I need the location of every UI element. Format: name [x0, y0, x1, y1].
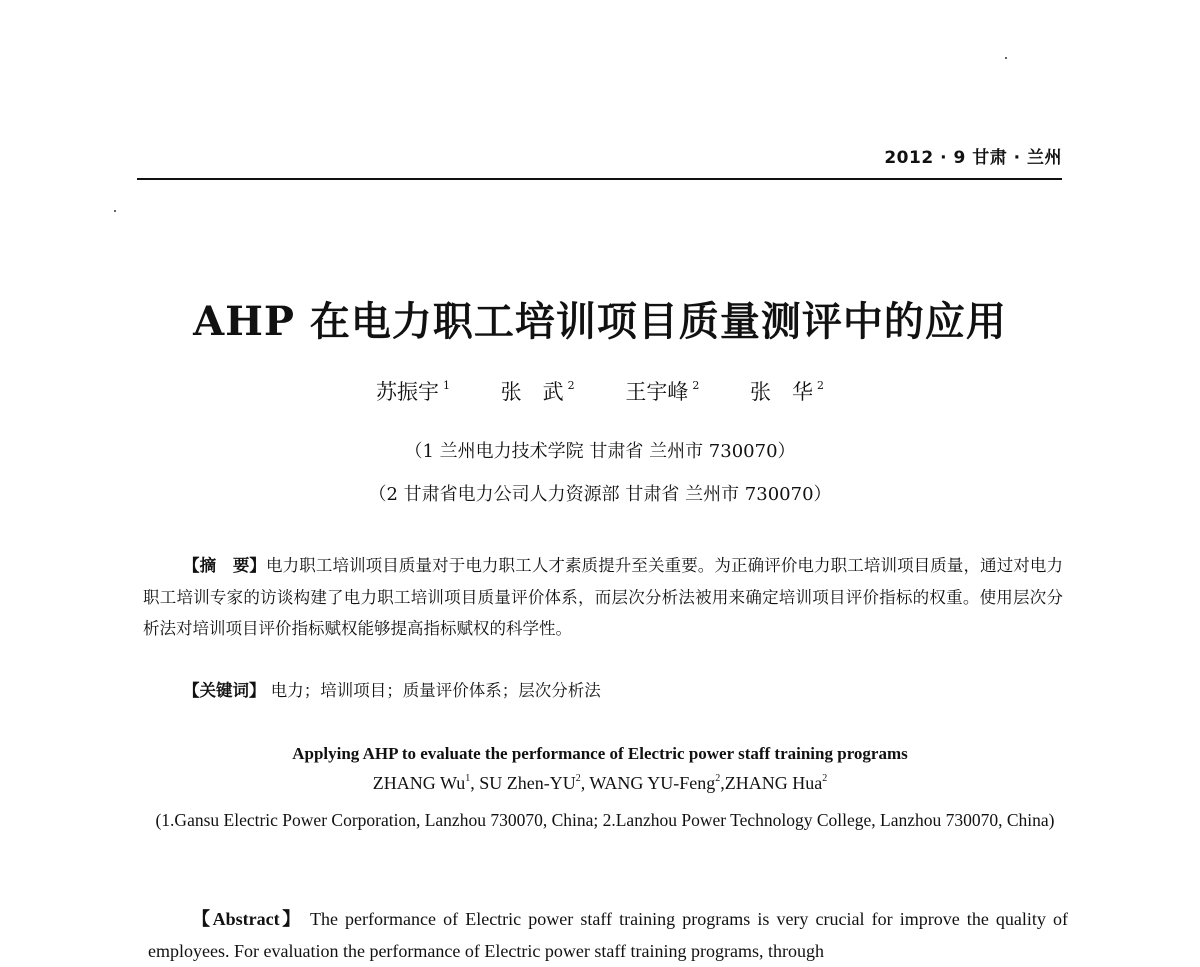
- keywords-cn-text: 电力；培训项目；质量评价体系；层次分析法: [270, 681, 601, 700]
- author-separator: ,: [580, 773, 590, 793]
- abstract-cn-text: 电力职工培训项目质量对于电力职工人才素质提升至关重要。为正确评价电力职工培训项目质量，通过对电力职工培训专家的访谈构建了电力职工培训项目质量评价体系，而层次分析法被用来确定培训项目评价指标的权重。使用层次分析法对培训项目评价指标赋权能够提高指标赋权的科学性。: [143, 556, 1064, 638]
- journal-date-location: 2012 · 9 甘肃 · 兰州: [884, 148, 1062, 168]
- english-author-affil-mark: 2: [575, 773, 581, 784]
- affiliation-1: （1 兰州电力技术学院 甘肃省 兰州市 730070）: [404, 441, 796, 462]
- english-abstract-label: 【Abstract】: [192, 909, 303, 929]
- author-name: 王宇峰: [625, 380, 689, 404]
- author-separator: ,: [470, 773, 480, 793]
- author-affil-mark: 1: [442, 379, 450, 392]
- author-affil-mark: 2: [567, 379, 575, 392]
- author-affil-mark: 2: [817, 379, 825, 392]
- author-affil-mark: 2: [692, 379, 700, 392]
- english-author-list: [0, 773, 1200, 794]
- english-affiliation: (1.Gansu Electric Power Corporation, Lanzhou 730070, China; 2.Lanzhou Power Technology College, Lanzhou 730070, China): [155, 810, 1055, 830]
- keywords-cn-label: 【关键词】: [183, 681, 266, 700]
- english-author-affil-mark: 2: [715, 773, 721, 784]
- paper-title: AHP 在电力职工培训项目质量测评中的应用: [193, 298, 1007, 345]
- author-name: 苏振宇: [375, 380, 439, 404]
- english-author-name: ZHANG Hua: [724, 773, 823, 793]
- author-name: 张 华: [750, 380, 814, 404]
- english-author-affil-mark: 1: [465, 773, 471, 784]
- author-separator: ,: [720, 773, 725, 793]
- english-author-affil-mark: 2: [822, 773, 828, 784]
- author: [501, 376, 575, 406]
- author: [625, 376, 699, 406]
- english-abstract-text: The performance of Electric power staff training programs is very crucial for improve the quality of employees. For evaluation the performance of Electric power staff training programs, through: [148, 909, 1069, 961]
- english-author-name: ZHANG Wu: [372, 773, 466, 793]
- author-name: 张 武: [500, 380, 564, 404]
- affiliation-2: （2 甘肃省电力公司人力资源部 甘肃省 兰州市 730070）: [368, 484, 832, 505]
- abstract-cn-label-close: 要】: [232, 556, 267, 575]
- english-title: Applying AHP to evaluate the performance of Electric power staff training programs: [292, 744, 908, 763]
- english-abstract: [148, 903, 1068, 967]
- author: [376, 376, 450, 406]
- author-list: [0, 376, 1200, 406]
- abstract-cn: [143, 550, 1063, 645]
- scan-speck: [114, 210, 116, 212]
- abstract-cn-label-open: 【摘: [183, 556, 217, 575]
- author: [750, 376, 824, 406]
- english-author-name: WANG YU-Feng: [589, 773, 716, 793]
- scan-speck: [1005, 57, 1007, 59]
- header-rule: [137, 178, 1062, 180]
- keywords-cn: [183, 677, 601, 701]
- english-author-name: SU Zhen-YU: [479, 773, 576, 793]
